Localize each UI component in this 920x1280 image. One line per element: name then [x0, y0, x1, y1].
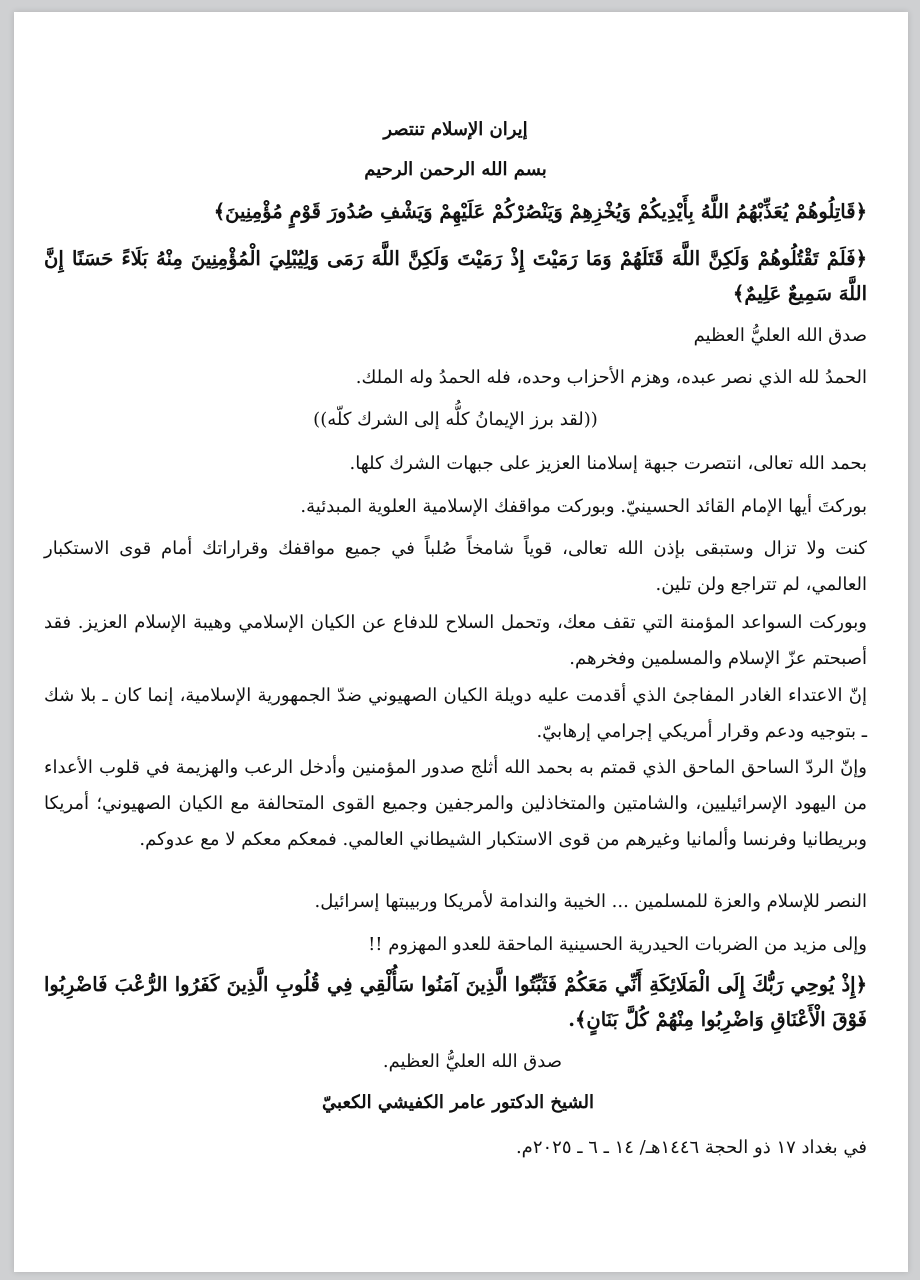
author-signature: الشيخ الدكتور عامر الكفيشي الكعبيّ — [322, 1092, 594, 1113]
paragraph-6: وإنّ الردّ الساحق الماحق الذي قمتم به بحمد الله أثلج صدور المؤمنين وأدخل الرعب والهزيمة في قلوب الأعداء من اليهود الإسرائيليين، والشامتين والمتخاذلين والمرجفين وجميع القوى المتحالفة مع الكيان الصهيوني؛ أمريكا وبريطانيا وفرنسا وألمانيا وغيرهم من قوى الاستكبار الشيطاني العالمي. فمعكم معكم لا مع عدوكم. — [44, 757, 868, 850]
hamd-line: الحمدُ لله الذي نصر عبده، وهزم الأحزاب وحده، فله الحمدُ وله الملك. — [355, 367, 867, 388]
document-title: إيران الإسلام تنتصر — [383, 119, 528, 140]
quote-line: ((لقد برز الإيمانُ كلُّه إلى الشرك كلّه)) — [313, 409, 598, 430]
paragraph-1: بحمد الله تعالى، انتصرت جبهة إسلامنا العزيز على جبهات الشرك كلها. — [349, 453, 867, 474]
document-page — [14, 12, 908, 1272]
paragraph-4: وبوركت السواعد المؤمنة التي تقف معك، وتحمل السلاح للدفاع عن الكيان الإسلامي وهيبة الإسلام العزيز. فقد أصبحتم عزّ الإسلام والمسلمين وفخرهم. — [44, 612, 867, 669]
basmala: بسم الله الرحمن الرحيم — [364, 159, 547, 180]
paragraph-3: كنت ولا تزال وستبقى بإذن الله تعالى، قوياً شامخاً صُلباً في جميع مواقفك وقراراتك أمام قوى الاستكبار العالمي، لم تتراجع ولن تلين. — [44, 538, 867, 595]
quran-verse-1: ﴿قَاتِلُوهُمْ يُعَذِّبْهُمُ اللَّهُ بِأَيْدِيكُمْ وَيُخْزِهِمْ وَيَنْصُرْكُمْ عَلَيْهِمْ وَيَشْفِ صُدُورَ قَوْمٍ مُؤْمِنِينَ﴾ — [213, 200, 867, 223]
paragraph-8: وإلى مزيد من الضربات الحيدرية الحسينية الماحقة للعدو المهزوم !! — [368, 934, 867, 955]
paragraph-2: بوركتَ أيها الإمام القائد الحسينيّ. وبوركت مواقفك الإسلامية العلوية المبدئية. — [300, 496, 867, 517]
quran-verse-2: ﴿فَلَمْ تَقْتُلُوهُمْ وَلَكِنَّ اللَّهَ قَتَلَهُمْ وَمَا رَمَيْتَ إِذْ رَمَيْتَ وَلَكِنَّ اللَّهَ رَمَى وَلِيُبْلِيَ الْمُؤْمِنِينَ مِنْهُ بَلَاءً حَسَنًا إِنَّ اللَّهَ سَمِيعٌ عَلِيمٌ﴾ — [44, 247, 867, 305]
sadaqa-closing: صدق الله العليُّ العظيم. — [382, 1051, 562, 1072]
paragraph-5: إنّ الاعتداء الغادر المفاجئ الذي أقدمت عليه دويلة الكيان الصهيوني ضدّ الجمهورية الإسلامية، إنما كان ـ بلا شك ـ بتوجيه ودعم وقرار أمريكي إجرامي إرهابيّ. — [44, 685, 867, 742]
quran-verse-3: ﴿إِذْ يُوحِي رَبُّكَ إِلَى الْمَلَائِكَةِ أَنِّي مَعَكُمْ فَثَبِّتُوا الَّذِينَ آمَنُوا سَأُلْقِي فِي قُلُوبِ الَّذِينَ كَفَرُوا الرُّعْبَ فَاضْرِبُوا فَوْقَ الْأَعْنَاقِ وَاضْرِبُوا مِنْهُمْ كُلَّ بَنَانٍ﴾. — [44, 973, 867, 1031]
sadaqa-line: صدق الله العليُّ العظيم — [693, 325, 867, 346]
paragraph-7: النصر للإسلام والعزة للمسلمين ... الخيبة والندامة لأمريكا وربيبتها إسرائيل. — [314, 891, 867, 912]
date-line: في بغداد ١٧ ذو الحجة ١٤٤٦هـ/ ١٤ ـ ٦ ـ ٢٠٢٥م. — [515, 1137, 867, 1158]
